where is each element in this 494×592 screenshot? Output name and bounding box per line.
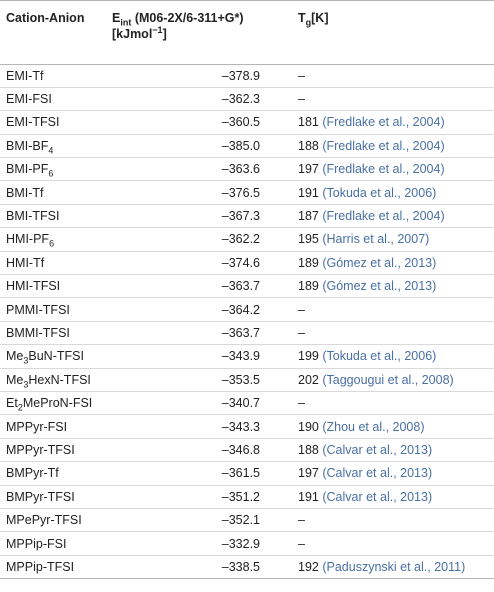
citation-link[interactable]: (Fredlake et al., 2004) <box>322 162 445 177</box>
header-tg-subscript: g <box>305 17 312 28</box>
compound-name: BMI-Tf <box>6 185 44 200</box>
tg-value: 188 <box>298 138 319 153</box>
citation-link[interactable]: (Tokuda et al., 2006) <box>322 349 437 364</box>
cell-interaction-energy: –363.7 <box>221 325 260 340</box>
tg-value: – <box>298 302 305 317</box>
cell-glass-transition <box>294 391 494 414</box>
cell-interaction-energy: –332.9 <box>221 536 260 551</box>
citation-link[interactable]: (Harris et al., 2007) <box>322 232 430 247</box>
cell-interaction-energy: –367.3 <box>221 209 260 224</box>
tg-value: 190 <box>298 419 319 434</box>
header-glass-transition <box>294 0 494 64</box>
compound-name-suffix: HexN-TFSI <box>28 372 91 387</box>
cell-glass-transition <box>294 87 494 110</box>
table-row <box>0 438 494 461</box>
cell-cation-anion <box>0 368 102 391</box>
cell-glass-transition <box>294 134 494 157</box>
cell-glass-transition <box>294 298 494 321</box>
table-row <box>0 158 494 181</box>
citation-link[interactable]: (Calvar et al., 2013) <box>322 442 433 457</box>
cell-cation-anion <box>0 462 102 485</box>
compound-name: EMI-FSI <box>6 92 52 107</box>
compound-subscript: 4 <box>48 145 54 156</box>
header-tg-unit: [K] <box>311 11 329 25</box>
cell-cation-anion <box>0 87 102 110</box>
compound-name: MPPip-FSI <box>6 536 67 551</box>
cell-glass-transition <box>294 275 494 298</box>
header-eint-symbol: E <box>112 11 121 25</box>
table-row <box>0 181 494 204</box>
table-row <box>0 462 494 485</box>
tg-value: 188 <box>298 442 319 457</box>
cell-cation-anion <box>0 111 102 134</box>
cell-cation-anion <box>0 508 102 531</box>
cell-cation-anion <box>0 532 102 555</box>
compound-name: BMI-BF <box>6 138 49 153</box>
cell-glass-transition <box>294 251 494 274</box>
table-row <box>0 204 494 227</box>
cell-interaction-energy: –378.9 <box>221 68 260 83</box>
citation-link[interactable]: (Fredlake et al., 2004) <box>322 138 445 153</box>
table-row <box>0 508 494 531</box>
cell-interaction-energy: –376.5 <box>221 185 260 200</box>
tg-value: – <box>298 325 305 340</box>
cell-cation-anion <box>0 204 102 227</box>
table-row <box>0 555 494 578</box>
citation-link[interactable]: (Calvar et al., 2013) <box>322 466 433 481</box>
cell-glass-transition <box>294 555 494 578</box>
compound-name: EMI-Tf <box>6 68 44 83</box>
citation-link[interactable]: (Gómez et al., 2013) <box>322 255 437 270</box>
cell-interaction-energy: –346.8 <box>221 442 260 457</box>
compound-name: BMPyr-TFSI <box>6 489 75 504</box>
cell-cation-anion <box>0 158 102 181</box>
cell-interaction-energy: –385.0 <box>221 138 260 153</box>
cell-glass-transition <box>294 321 494 344</box>
compound-name: Et <box>6 396 18 411</box>
cell-cation-anion <box>0 181 102 204</box>
header-interaction-energy <box>102 0 294 64</box>
cell-cation-anion <box>0 251 102 274</box>
tg-value: 192 <box>298 559 319 574</box>
tg-value: – <box>298 396 305 411</box>
cell-cation-anion <box>0 485 102 508</box>
compound-subscript: 2 <box>17 402 23 413</box>
table-header-row <box>0 0 494 64</box>
compound-subscript: 3 <box>23 355 29 366</box>
cell-interaction-energy: –363.6 <box>221 162 260 177</box>
compound-name: HMI-TFSI <box>6 279 61 294</box>
citation-link[interactable]: (Calvar et al., 2013) <box>322 489 433 504</box>
top-rule <box>0 0 494 1</box>
cell-interaction-energy: –360.5 <box>221 115 260 130</box>
header-eint-close: ] <box>162 27 167 41</box>
citation-link[interactable]: (Fredlake et al., 2004) <box>322 115 445 130</box>
cell-cation-anion <box>0 345 102 368</box>
tg-value: 191 <box>298 489 319 504</box>
compound-name: Me <box>6 372 24 387</box>
compound-subscript: 3 <box>23 379 29 390</box>
cell-glass-transition <box>294 228 494 251</box>
table-row <box>0 368 494 391</box>
cell-glass-transition <box>294 158 494 181</box>
table-row <box>0 64 494 87</box>
table-row <box>0 134 494 157</box>
header-cation-anion-label: Cation-Anion <box>6 11 85 25</box>
table-row <box>0 345 494 368</box>
cell-glass-transition <box>294 64 494 87</box>
cell-cation-anion <box>0 555 102 578</box>
cell-glass-transition <box>294 438 494 461</box>
table-row <box>0 532 494 555</box>
header-tg-symbol: T <box>298 11 306 25</box>
cell-cation-anion <box>0 275 102 298</box>
table-row <box>0 415 494 438</box>
compound-name: BMI-TFSI <box>6 209 60 224</box>
table-row <box>0 298 494 321</box>
table-row <box>0 87 494 110</box>
table-row <box>0 251 494 274</box>
cell-cation-anion <box>0 321 102 344</box>
cell-interaction-energy: –363.7 <box>221 279 260 294</box>
cell-cation-anion <box>0 438 102 461</box>
table-row <box>0 228 494 251</box>
table-body <box>0 64 494 579</box>
citation-link[interactable]: (Gómez et al., 2013) <box>322 279 437 294</box>
cell-cation-anion <box>0 415 102 438</box>
tg-value: 197 <box>298 466 319 481</box>
cell-glass-transition <box>294 462 494 485</box>
cell-interaction-energy: –374.6 <box>221 255 260 270</box>
tg-value: 191 <box>298 185 319 200</box>
cell-interaction-energy: –340.7 <box>221 396 260 411</box>
citation-link[interactable]: (Taggougui et al., 2008) <box>322 372 454 387</box>
compound-name: BMMI-TFSI <box>6 325 70 340</box>
compound-name: MPPyr-FSI <box>6 419 68 434</box>
compound-name-suffix: MeProN-FSI <box>22 396 93 411</box>
tg-value: – <box>298 513 305 528</box>
tg-value: 189 <box>298 255 319 270</box>
header-eint-superscript: −1 <box>152 24 163 35</box>
compound-name: PMMI-TFSI <box>6 302 70 317</box>
cell-glass-transition <box>294 181 494 204</box>
table-row <box>0 111 494 134</box>
cell-glass-transition <box>294 532 494 555</box>
cell-glass-transition <box>294 111 494 134</box>
compound-name: BMI-PF <box>6 162 49 177</box>
table-row <box>0 485 494 508</box>
cell-glass-transition <box>294 508 494 531</box>
header-eint-method: (M06-2X/6-311+G*)[kJmol <box>112 11 244 41</box>
compound-name-suffix: BuN-TFSI <box>28 349 84 364</box>
cell-interaction-energy: –352.1 <box>221 513 260 528</box>
cell-cation-anion <box>0 134 102 157</box>
compound-name: MPPyr-TFSI <box>6 442 75 457</box>
cell-interaction-energy: –343.9 <box>221 349 260 364</box>
tg-value: 202 <box>298 372 319 387</box>
compound-name: Me <box>6 349 24 364</box>
cell-cation-anion <box>0 64 102 87</box>
cell-glass-transition <box>294 415 494 438</box>
header-eint-subscript: int <box>120 17 132 28</box>
tg-value: 195 <box>298 232 319 247</box>
tg-value: 197 <box>298 162 319 177</box>
cell-glass-transition <box>294 368 494 391</box>
compound-name: MPPip-TFSI <box>6 559 75 574</box>
compound-name: MPePyr-TFSI <box>6 513 82 528</box>
tg-value: – <box>298 536 305 551</box>
table-row <box>0 275 494 298</box>
tg-value: 199 <box>298 349 319 364</box>
cell-interaction-energy: –362.2 <box>221 232 260 247</box>
cell-interaction-energy: –353.5 <box>221 372 260 387</box>
cell-glass-transition <box>294 345 494 368</box>
cell-cation-anion <box>0 228 102 251</box>
tg-value: – <box>298 92 305 107</box>
citation-link[interactable]: (Tokuda et al., 2006) <box>322 185 437 200</box>
tg-value: 181 <box>298 115 319 130</box>
citation-link[interactable]: (Paduszynski et al., 2011) <box>322 559 466 574</box>
compound-subscript: 6 <box>49 238 55 249</box>
compound-name: BMPyr-Tf <box>6 466 59 481</box>
cell-interaction-energy: –362.3 <box>221 92 260 107</box>
cell-interaction-energy: –351.2 <box>221 489 260 504</box>
cell-cation-anion <box>0 391 102 414</box>
table-row <box>0 321 494 344</box>
tg-value: 187 <box>298 209 319 224</box>
cell-interaction-energy: –343.3 <box>221 419 260 434</box>
compound-subscript: 6 <box>48 168 54 179</box>
table-row <box>0 391 494 414</box>
tg-value: – <box>298 68 305 83</box>
citation-link[interactable]: (Fredlake et al., 2004) <box>322 209 445 224</box>
compound-name: HMI-Tf <box>6 255 45 270</box>
cell-cation-anion <box>0 298 102 321</box>
cell-glass-transition <box>294 204 494 227</box>
cell-interaction-energy: –364.2 <box>221 302 260 317</box>
compound-name: EMI-TFSI <box>6 115 60 130</box>
compound-name: HMI-PF <box>6 232 50 247</box>
tg-value: 189 <box>298 279 319 294</box>
cell-interaction-energy: –361.5 <box>221 466 260 481</box>
citation-link[interactable]: (Zhou et al., 2008) <box>322 419 425 434</box>
header-cation-anion <box>0 0 102 64</box>
cell-glass-transition <box>294 485 494 508</box>
cell-interaction-energy: –338.5 <box>221 559 260 574</box>
